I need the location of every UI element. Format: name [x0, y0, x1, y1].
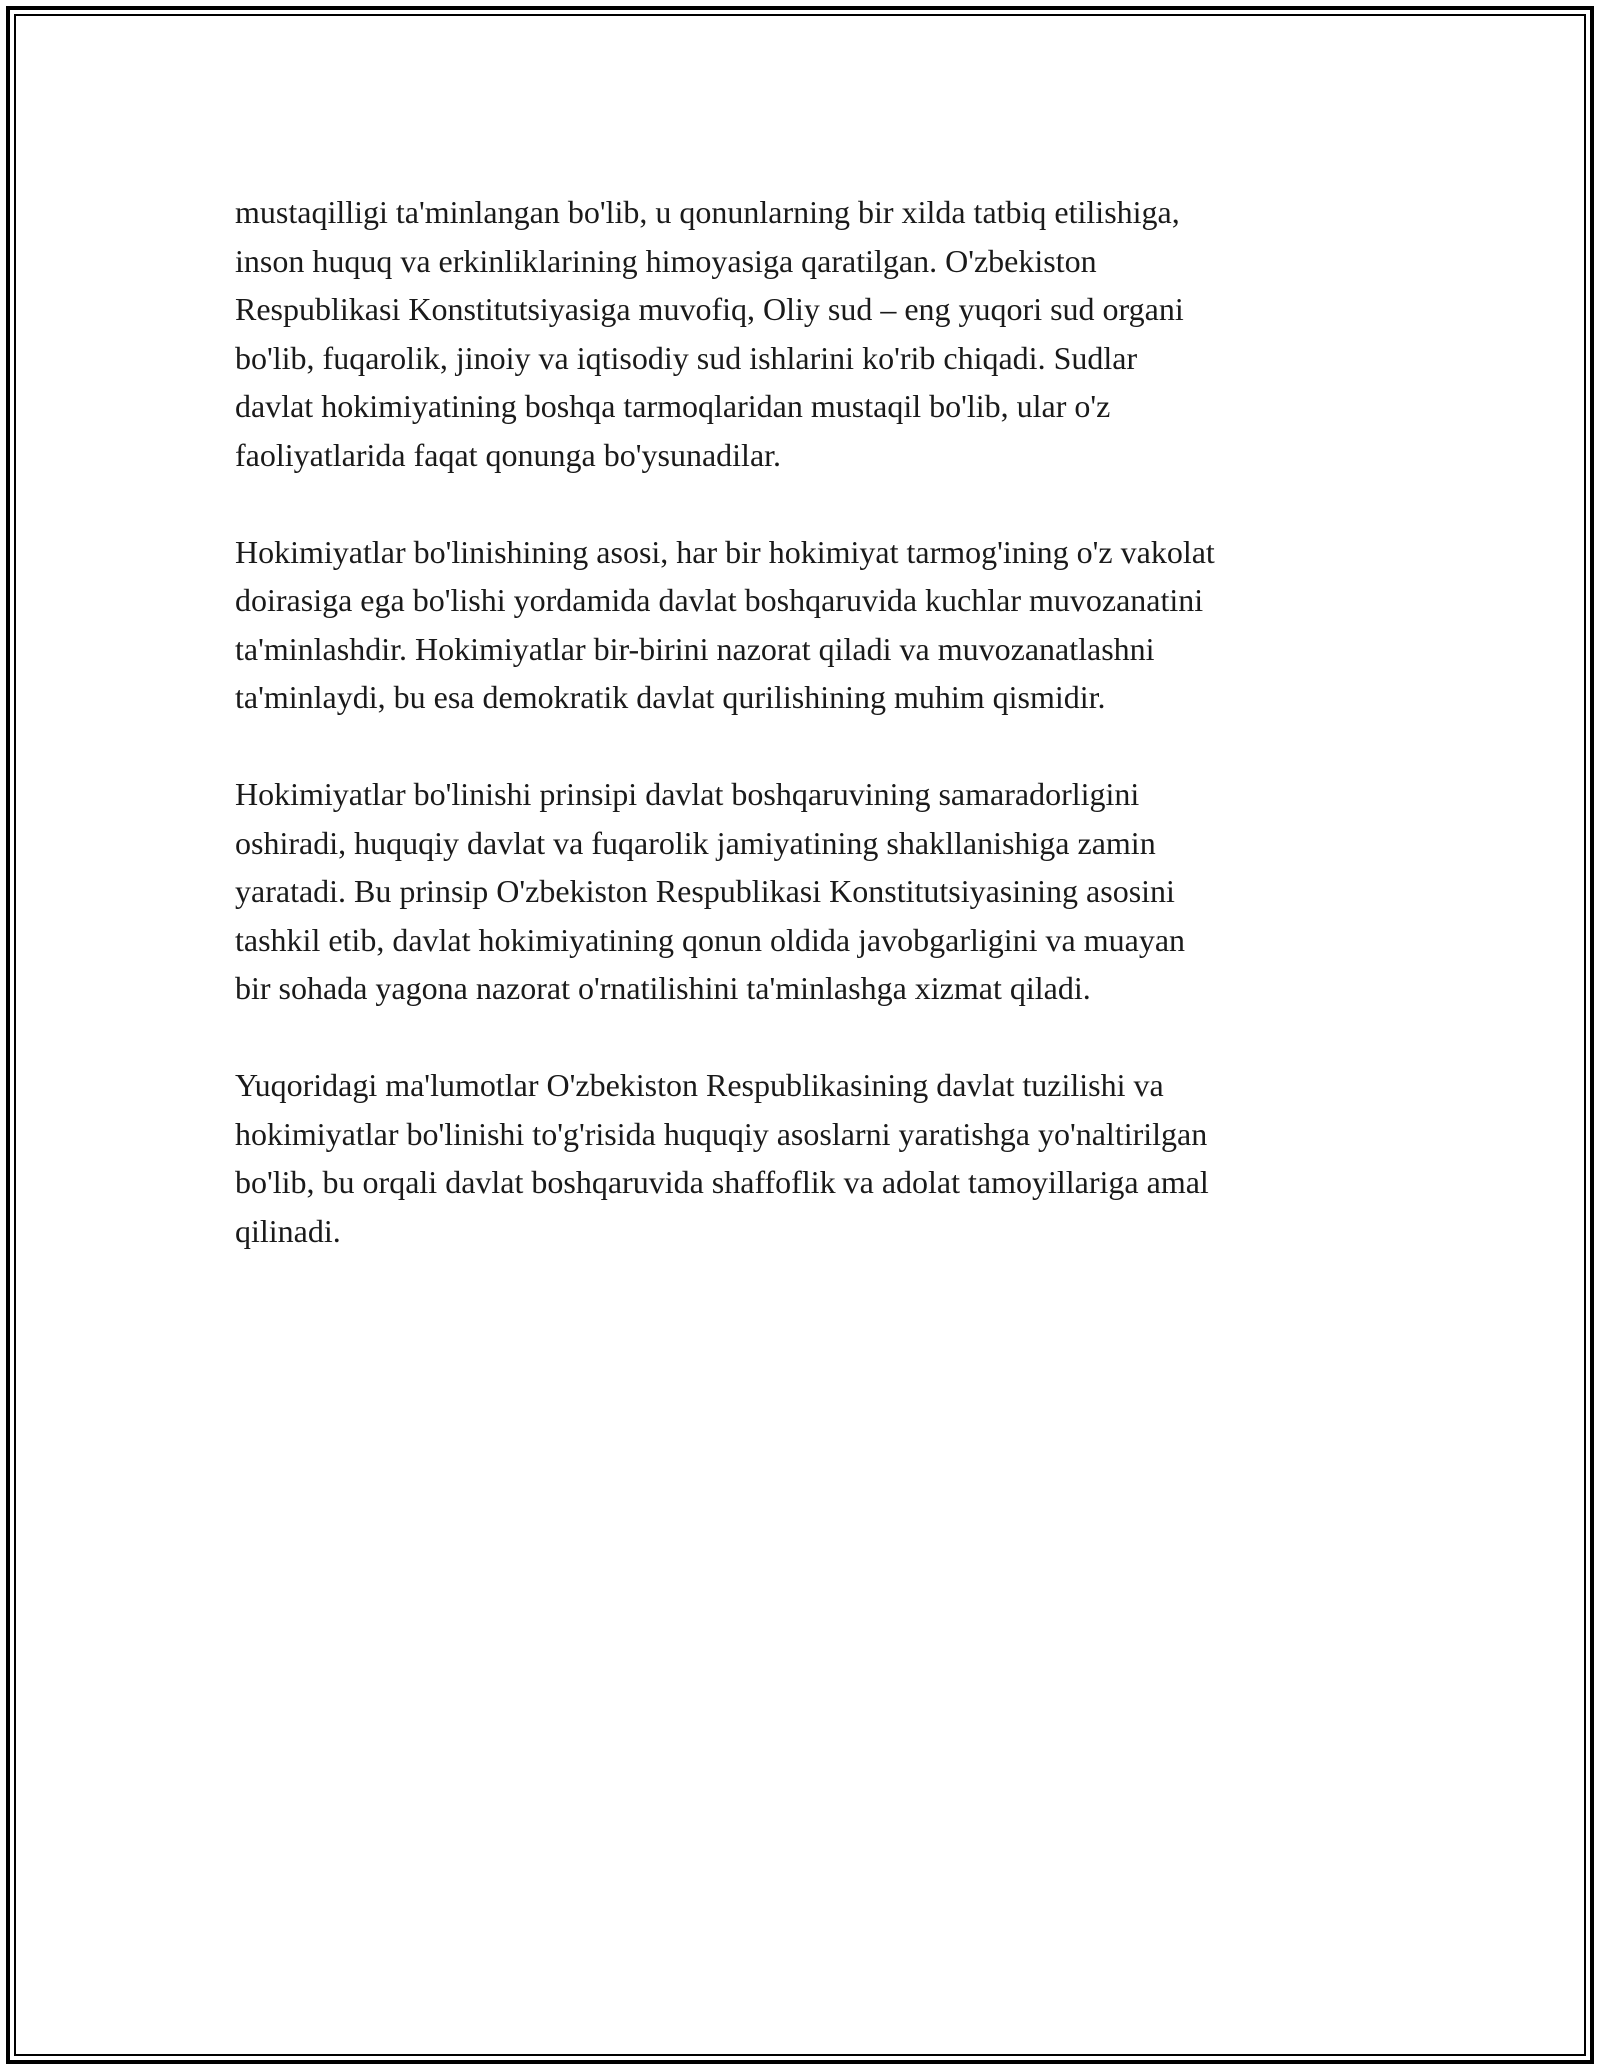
- text-line: qilinadi.: [235, 1212, 341, 1249]
- paragraph-xulosa: [235, 1061, 1375, 1255]
- paragraph-hokimiyatlar-asosi: [235, 528, 1375, 722]
- text-line: ta'minlashdir. Hokimiyatlar bir-birini nazorat qiladi va muvozanatlashni: [235, 630, 1155, 667]
- text-line: Hokimiyatlar bo'linishi prinsipi davlat boshqaruvining samaradorligini: [235, 776, 1140, 812]
- text-line: bir sohada yagona nazorat o'rnatilishini ta'minlashga xizmat qiladi.: [235, 970, 1091, 1006]
- text-line: Hokimiyatlar bo'linishining asosi, har bir hokimiyat tarmog'ining o'z vakolat: [235, 533, 1215, 570]
- text-line: davlat hokimiyatining boshqa tarmoqlaridan mustaqil bo'lib, ular o'z: [235, 388, 1111, 424]
- text-line: bo'lib, fuqarolik, jinoiy va iqtisodiy sud ishlarini ko'rib chiqadi. Sudlar: [235, 339, 1138, 376]
- paragraph-sud-hokimiyati: [235, 188, 1375, 479]
- text-line: Respublikasi Konstitutsiyasiga muvofiq, Oliy sud – eng yuqori sud organi: [235, 291, 1184, 327]
- text-line: doirasiga ega bo'lishi yordamida davlat boshqaruvida kuchlar muvozanatini: [235, 582, 1204, 618]
- text-line: inson huquq va erkinliklarining himoyasiga qaratilgan. O'zbekiston: [235, 242, 1097, 279]
- text-line: hokimiyatlar bo'linishi to'g'risida huquqiy asoslarni yaratishga yo'naltirilgan: [235, 1115, 1208, 1152]
- text-line: Yuqoridagi ma'lumotlar O'zbekiston Respublikasining davlat tuzilishi va: [235, 1067, 1164, 1103]
- text-line: mustaqilligi ta'minlangan bo'lib, u qonunlarning bir xilda tatbiq etilishiga,: [235, 194, 1180, 230]
- text-line: oshiradi, huquqiy davlat va fuqarolik jamiyatining shakllanishiga zamin: [235, 824, 1156, 861]
- text-line: ta'minlaydi, bu esa demokratik davlat qurilishining muhim qismidir.: [235, 679, 1106, 715]
- paragraph-prinsip: [235, 770, 1375, 1013]
- text-line: faoliyatlarida faqat qonunga bo'ysunadilar.: [235, 436, 782, 473]
- text-line: yaratadi. Bu prinsip O'zbekiston Respublikasi Konstitutsiyasining asosini: [235, 873, 1175, 909]
- document-body: [235, 188, 1375, 1304]
- text-line: tashkil etib, davlat hokimiyatining qonun oldida javobgarligini va muayan: [235, 921, 1186, 958]
- text-line: bo'lib, bu orqali davlat boshqaruvida shaffoflik va adolat tamoyillariga amal: [235, 1164, 1209, 1200]
